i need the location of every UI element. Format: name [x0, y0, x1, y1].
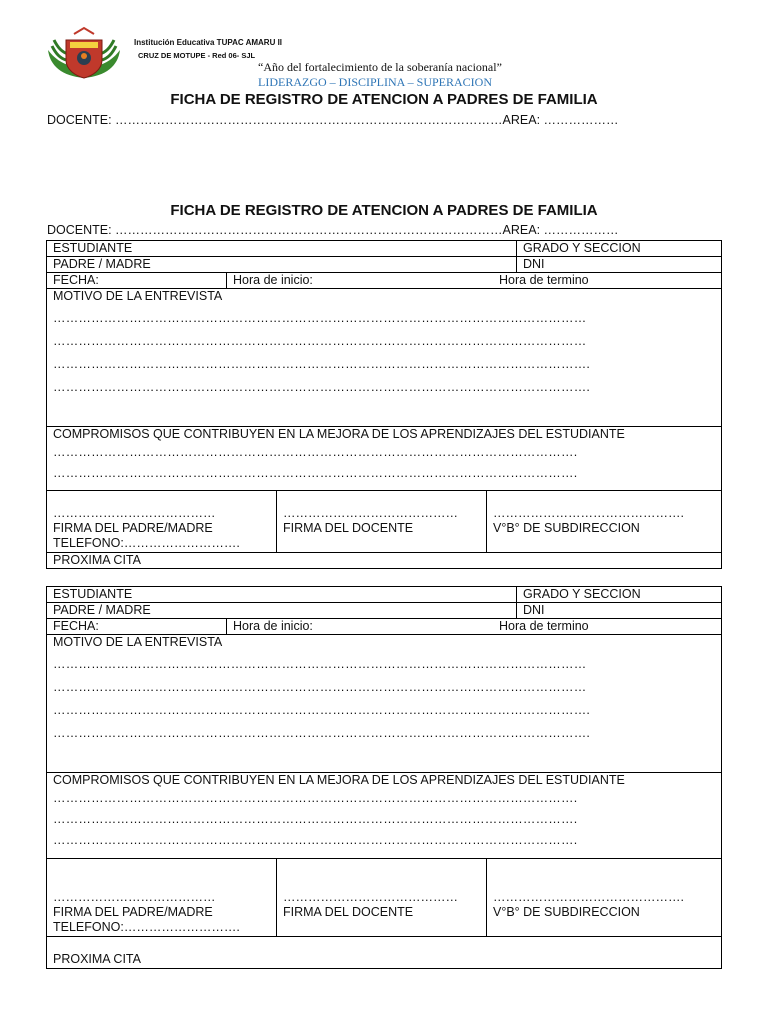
phone-field: TELEFONO:………………………. — [53, 536, 240, 550]
commitment-line: ……………………………………………………………………………………………………………. — [53, 812, 578, 826]
teacher-signature-label: FIRMA DEL DOCENTE — [283, 905, 414, 919]
student-field[interactable]: ESTUDIANTE — [47, 587, 517, 603]
teacher-signature-box[interactable] — [277, 859, 487, 937]
student-field[interactable]: ESTUDIANTE — [47, 241, 517, 257]
dni-field[interactable]: DNI — [517, 257, 722, 273]
parent-signature-box[interactable] — [47, 491, 277, 553]
reason-line: ……………………………………………………………………………………………………………… — [53, 657, 587, 671]
sheet-2-teacher-line: DOCENTE: …………………………………………………………………………………AREA: ……………… — [47, 223, 619, 237]
subdirection-approval-label: V°B° DE SUBDIRECCION — [493, 905, 640, 919]
commitments-label: COMPROMISOS QUE CONTRIBUYEN EN LA MEJORA DE LOS APRENDIZAJES DEL ESTUDIANTE — [53, 773, 625, 787]
grade-field[interactable]: GRADO Y SECCION — [517, 241, 722, 257]
parent-signature-label: FIRMA DEL PADRE/MADRE — [53, 905, 213, 919]
subdirection-signature-line: ………………………………………. — [493, 506, 684, 520]
teacher-signature-box[interactable] — [277, 491, 487, 553]
year-motto: “Año del fortalecimiento de la soberanía nacional” — [258, 60, 502, 74]
subdirection-signature-line: ………………………………………. — [493, 890, 684, 904]
reason-line: ………………………………………………………………………………………………………………. — [53, 703, 591, 717]
parent-signature-line: ………………………………… — [53, 506, 216, 520]
commitment-line: ……………………………………………………………………………………………………………. — [53, 791, 578, 805]
attention-form-2 — [46, 586, 722, 969]
time-fields — [227, 273, 722, 289]
start-time-field[interactable]: Hora de inicio: — [233, 619, 313, 633]
institution-name: Institución Educativa TUPAC AMARU II — [134, 38, 283, 47]
start-time-field[interactable]: Hora de inicio: — [233, 273, 313, 287]
reason-line: ………………………………………………………………………………………………………………. — [53, 726, 591, 740]
grade-field[interactable]: GRADO Y SECCION — [517, 587, 722, 603]
parent-signature-box[interactable] — [47, 859, 277, 937]
teacher-signature-label: FIRMA DEL DOCENTE — [283, 521, 414, 535]
commitment-line: ……………………………………………………………………………………………………………. — [53, 833, 578, 847]
reason-line: ………………………………………………………………………………………………………………. — [53, 380, 591, 394]
interview-reason-label: MOTIVO DE LA ENTREVISTA — [53, 289, 223, 303]
teacher-signature-line: …………………………………… — [283, 890, 458, 904]
time-fields — [227, 619, 722, 635]
date-field[interactable]: FECHA: — [47, 273, 227, 289]
reason-line: ………………………………………………………………………………………………………………. — [53, 357, 591, 371]
attention-form-1 — [46, 240, 722, 569]
commitment-line: ……………………………………………………………………………………………………………. — [53, 445, 578, 459]
school-crest-icon — [44, 26, 124, 84]
dni-field[interactable]: DNI — [517, 603, 722, 619]
commitments-section[interactable] — [47, 427, 722, 491]
parent-signature-line: ………………………………… — [53, 890, 216, 904]
sheet-1-title: FICHA DE REGISTRO DE ATENCION A PADRES DE FAMILIA — [170, 91, 598, 108]
next-appointment-field[interactable]: PROXIMA CITA — [47, 937, 722, 969]
school-logo — [44, 26, 124, 84]
end-time-field[interactable]: Hora de termino — [499, 619, 589, 633]
sheet-1-teacher-line: DOCENTE: …………………………………………………………………………………AREA: ……………… — [47, 113, 619, 127]
school-values: LIDERAZGO – DISCIPLINA – SUPERACION — [258, 75, 493, 89]
subdirection-approval-label: V°B° DE SUBDIRECCION — [493, 521, 640, 535]
parent-field[interactable]: PADRE / MADRE — [47, 257, 517, 273]
subdirection-approval-box[interactable] — [487, 859, 722, 937]
date-field[interactable]: FECHA: — [47, 619, 227, 635]
subdirection-approval-box[interactable] — [487, 491, 722, 553]
interview-reason-label: MOTIVO DE LA ENTREVISTA — [53, 635, 223, 649]
end-time-field[interactable]: Hora de termino — [499, 273, 589, 287]
commitment-line: ……………………………………………………………………………………………………………. — [53, 466, 578, 480]
parent-signature-label: FIRMA DEL PADRE/MADRE — [53, 521, 213, 535]
teacher-signature-line: …………………………………… — [283, 506, 458, 520]
phone-field: TELEFONO:………………………. — [53, 920, 240, 934]
next-appointment-field[interactable]: PROXIMA CITA — [47, 553, 722, 569]
commitments-label: COMPROMISOS QUE CONTRIBUYEN EN LA MEJORA DE LOS APRENDIZAJES DEL ESTUDIANTE — [53, 427, 625, 441]
sheet-2-title: FICHA DE REGISTRO DE ATENCION A PADRES DE FAMILIA — [170, 202, 598, 219]
institution-location: CRUZ DE MOTUPE - Red 06- SJL — [138, 51, 256, 60]
reason-line: ……………………………………………………………………………………………………………… — [53, 680, 587, 694]
interview-reason-section[interactable] — [47, 289, 722, 427]
interview-reason-section[interactable] — [47, 635, 722, 773]
reason-line: ……………………………………………………………………………………………………………… — [53, 311, 587, 325]
reason-line: ……………………………………………………………………………………………………………… — [53, 334, 587, 348]
parent-field[interactable]: PADRE / MADRE — [47, 603, 517, 619]
commitments-section[interactable] — [47, 773, 722, 859]
